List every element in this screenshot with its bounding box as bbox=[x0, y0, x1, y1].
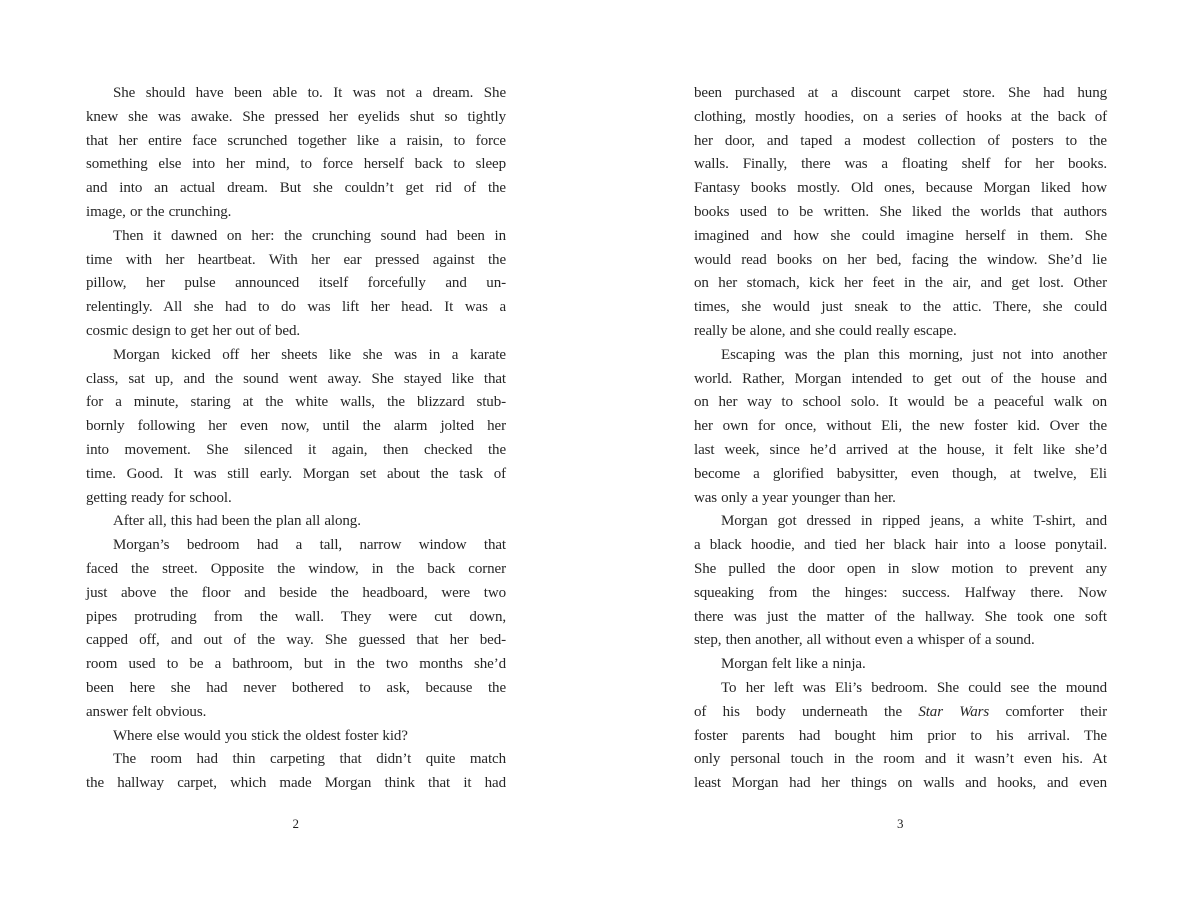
body-text: last week, since he’d arrived at the house, it felt like she’d bbox=[694, 441, 1107, 458]
body-text: Then it dawned on her: the crunching sound had been in bbox=[113, 227, 506, 244]
body-text: least Morgan had her things on walls and hooks, and even bbox=[694, 775, 1107, 792]
text-line bbox=[86, 701, 506, 725]
text-line bbox=[694, 558, 1107, 582]
text-line bbox=[86, 272, 506, 296]
body-text: become a glorified babysitter, even though, at twelve, Eli bbox=[694, 465, 1107, 482]
text-line bbox=[86, 82, 506, 106]
text-line bbox=[86, 320, 506, 344]
body-text: there was just the matter of the hallway. She took one soft bbox=[694, 608, 1107, 625]
body-text: time with her heartbeat. With her ear pressed against the bbox=[86, 251, 506, 268]
body-text: would read books on her bed, facing the window. She’d lie bbox=[694, 251, 1107, 268]
body-text: After all, this had been the plan all along. bbox=[113, 513, 361, 530]
body-text: her door, and taped a modest collection of posters to the bbox=[694, 132, 1107, 149]
body-text: getting ready for school. bbox=[86, 489, 232, 506]
text-line bbox=[86, 415, 506, 439]
body-text: Morgan’s bedroom had a tall, narrow window that bbox=[113, 537, 506, 554]
body-text: comforter their bbox=[989, 703, 1107, 720]
body-text: capped off, and out of the way. She guessed that her bed- bbox=[86, 632, 506, 649]
text-line bbox=[694, 249, 1107, 273]
body-text: just above the floor and beside the headboard, were two bbox=[86, 584, 506, 601]
body-text: class, sat up, and the sound went away. She stayed like that bbox=[86, 370, 506, 387]
italic-text: Star Wars bbox=[918, 703, 990, 720]
left-page-text bbox=[86, 82, 506, 796]
text-line bbox=[694, 272, 1107, 296]
text-line bbox=[86, 106, 506, 130]
text-line bbox=[694, 320, 1107, 344]
text-line bbox=[694, 510, 1107, 534]
body-text: pipes protruding from the wall. They were cut down, bbox=[86, 608, 506, 625]
text-line bbox=[694, 153, 1107, 177]
body-text: was only a year younger than her. bbox=[694, 489, 896, 506]
text-line bbox=[86, 510, 506, 534]
body-text: Morgan felt like a ninja. bbox=[721, 656, 866, 673]
body-text: To her left was Eli’s bedroom. She could see the mound bbox=[721, 679, 1107, 696]
body-text: bornly following her even now, until the alarm jolted her bbox=[86, 418, 506, 435]
text-line bbox=[86, 296, 506, 320]
text-line bbox=[86, 391, 506, 415]
body-text: that her entire face scrunched together like a raisin, to force bbox=[86, 132, 506, 149]
body-text: step, then another, all without even a whisper of a sound. bbox=[694, 632, 1035, 649]
body-text: the hallway carpet, which made Morgan think that it had bbox=[86, 775, 506, 792]
text-line bbox=[86, 201, 506, 225]
left-page-number: 2 bbox=[292, 816, 300, 831]
text-line bbox=[694, 629, 1107, 653]
right-page-text bbox=[694, 82, 1107, 796]
body-text: only personal touch in the room and it wasn’t even his. At bbox=[694, 751, 1107, 768]
body-text: cosmic design to get her out of bed. bbox=[86, 322, 301, 339]
body-text: She should have been able to. It was not a dream. She bbox=[113, 85, 506, 101]
body-text: walls. Finally, there was a floating shelf for her books. bbox=[694, 156, 1107, 173]
text-line bbox=[694, 415, 1107, 439]
body-text: answer felt obvious. bbox=[86, 703, 207, 720]
text-line bbox=[694, 677, 1107, 701]
body-text: clothing, mostly hoodies, on a series of hooks at the back of bbox=[694, 108, 1107, 125]
body-text: of his body underneath the bbox=[694, 703, 919, 720]
body-text: into movement. She silenced it again, then checked the bbox=[86, 441, 506, 458]
body-text: image, or the crunching. bbox=[86, 203, 232, 220]
text-line bbox=[694, 391, 1107, 415]
text-line bbox=[86, 249, 506, 273]
text-line bbox=[694, 344, 1107, 368]
text-line bbox=[86, 629, 506, 653]
text-line bbox=[694, 606, 1107, 630]
text-line bbox=[86, 439, 506, 463]
body-text: Where else would you stick the oldest foster kid? bbox=[113, 727, 408, 744]
text-line bbox=[86, 582, 506, 606]
body-text: imagined and how she could imagine herself in them. She bbox=[694, 227, 1107, 244]
text-line bbox=[86, 153, 506, 177]
body-text: world. Rather, Morgan intended to get out of the house and bbox=[694, 370, 1107, 387]
text-line bbox=[694, 725, 1107, 749]
text-line bbox=[86, 177, 506, 201]
text-line bbox=[694, 368, 1107, 392]
text-line bbox=[86, 487, 506, 511]
body-text: and into an actual dream. But she couldn’t get rid of the bbox=[86, 180, 506, 197]
text-line bbox=[86, 653, 506, 677]
text-line bbox=[86, 463, 506, 487]
text-line bbox=[694, 653, 1107, 677]
text-line bbox=[86, 748, 506, 772]
text-line bbox=[86, 368, 506, 392]
body-text: knew she was awake. She pressed her eyelids shut so tightly bbox=[86, 108, 506, 125]
right-page bbox=[694, 82, 1107, 796]
text-line bbox=[694, 130, 1107, 154]
text-line bbox=[86, 225, 506, 249]
text-line bbox=[694, 701, 1107, 725]
body-text: really be alone, and she could really escape. bbox=[694, 322, 957, 339]
text-line bbox=[694, 772, 1107, 796]
text-line bbox=[86, 558, 506, 582]
text-line bbox=[694, 106, 1107, 130]
left-page bbox=[86, 82, 506, 796]
body-text: been here she had never bothered to ask, because the bbox=[86, 679, 506, 696]
body-text: books used to be written. She liked the worlds that authors bbox=[694, 203, 1107, 220]
body-text: been purchased at a discount carpet store. She had hung bbox=[694, 85, 1107, 101]
body-text: squeaking from the hinges: success. Halfway there. Now bbox=[694, 584, 1107, 601]
text-line bbox=[694, 225, 1107, 249]
body-text: for a minute, staring at the white walls, the blizzard stub- bbox=[86, 394, 506, 411]
body-text: relentingly. All she had to do was lift her head. It was a bbox=[86, 299, 506, 316]
body-text: She pulled the door open in slow motion to prevent any bbox=[694, 560, 1107, 577]
body-text: faced the street. Opposite the window, in the back corner bbox=[86, 560, 506, 577]
body-text: room used to be a bathroom, but in the two months she’d bbox=[86, 656, 506, 673]
right-page-number: 3 bbox=[897, 816, 904, 831]
text-line bbox=[86, 725, 506, 749]
body-text: pillow, her pulse announced itself forcefully and un- bbox=[86, 275, 506, 292]
body-text: times, she would just sneak to the attic. There, she could bbox=[694, 299, 1107, 316]
body-text: Fantasy books mostly. Old ones, because Morgan liked how bbox=[694, 180, 1107, 197]
body-text: on her stomach, kick her feet in the air, and get lost. Other bbox=[694, 275, 1107, 292]
text-line bbox=[694, 296, 1107, 320]
body-text: her own for once, without Eli, the new foster kid. Over the bbox=[694, 418, 1107, 435]
text-line bbox=[694, 463, 1107, 487]
text-line bbox=[86, 344, 506, 368]
body-text: a black hoodie, and tied her black hair into a loose ponytail. bbox=[694, 537, 1107, 554]
body-text: The room had thin carpeting that didn’t quite match bbox=[113, 751, 506, 768]
text-line bbox=[694, 201, 1107, 225]
text-line bbox=[86, 130, 506, 154]
text-line bbox=[694, 582, 1107, 606]
text-line bbox=[694, 439, 1107, 463]
body-text: Escaping was the plan this morning, just not into another bbox=[721, 346, 1107, 363]
text-line bbox=[694, 177, 1107, 201]
text-line bbox=[86, 534, 506, 558]
body-text: time. Good. It was still early. Morgan set about the task of bbox=[86, 465, 506, 482]
text-line bbox=[86, 772, 506, 796]
body-text: foster parents had bought him prior to his arrival. The bbox=[694, 727, 1107, 744]
body-text: Morgan kicked off her sheets like she was in a karate bbox=[113, 346, 506, 363]
body-text: Morgan got dressed in ripped jeans, a white T-shirt, and bbox=[721, 513, 1107, 530]
body-text: on her way to school solo. It would be a peaceful walk on bbox=[694, 394, 1107, 411]
text-line bbox=[694, 487, 1107, 511]
text-line bbox=[86, 677, 506, 701]
text-line bbox=[694, 748, 1107, 772]
text-line bbox=[694, 534, 1107, 558]
text-line bbox=[86, 606, 506, 630]
body-text: something else into her mind, to force herself back to sleep bbox=[86, 156, 506, 173]
text-line bbox=[694, 82, 1107, 106]
